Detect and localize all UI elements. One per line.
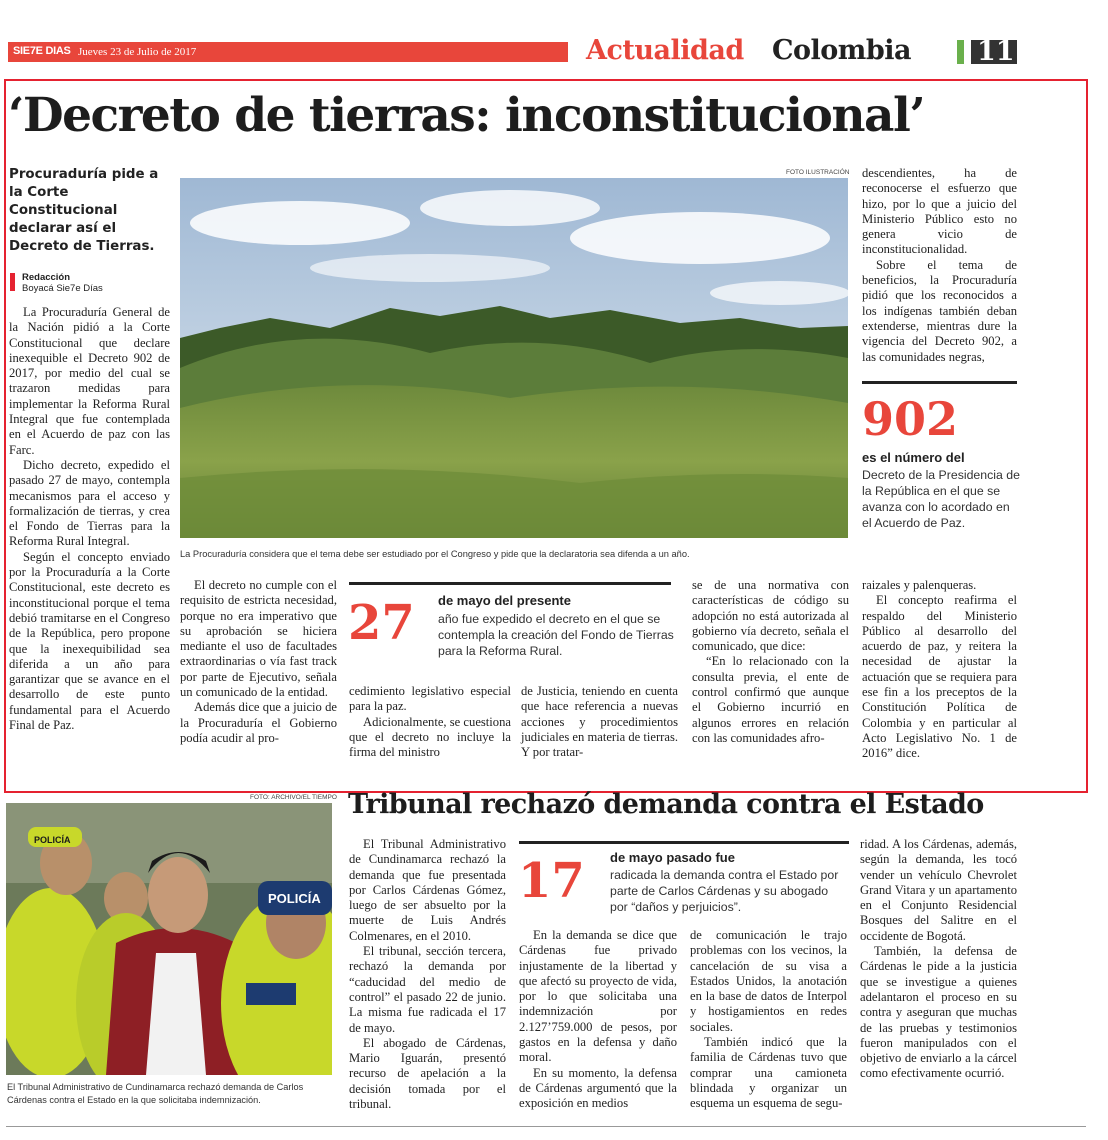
fact-heading-17: de mayo pasado fue: [610, 850, 735, 865]
article-column-4: [860, 837, 1017, 1082]
article-column-3: [690, 928, 847, 1112]
photo-caption: La Procuraduría considera que el tema debe ser estudiado por el Congreso y pide que la declaratoria sea difenda a un año.: [180, 549, 690, 559]
article-summary: Procuraduría pide a la Corte Constitucional declarar así el Decreto de Tierras.: [9, 167, 159, 254]
byline-name: Boyacá Sie7e Días: [22, 283, 103, 294]
article-column-6-bottom: [862, 578, 1017, 762]
paragraph: La Procuraduría General de la Nación pidió a la Corte Constitucional que declare inexequible el Decreto 902 de 2017, por medio del cual se trazaron medidas para implementar la Reforma Rural Integral que fue contemplada en el Acuerdo de paz con las Farc.: [9, 305, 170, 457]
article-column-5: [692, 578, 849, 746]
fact-text-902: Decreto de la Presidencia de la República en el que se avanza con lo acordado en el Acuerdo de Paz.: [862, 468, 1020, 530]
article-column-1: [9, 305, 170, 733]
paragraph: se de una normativa con características de código su adopción no está autorizada al gobierno vía decreto, señala el comunicado, que dice:: [692, 578, 849, 654]
paragraph: de Justicia, teniendo en cuenta que hace referencia a nuevas acciones y procedimientos judiciales en materia de tierras. Y por tratar-: [521, 684, 678, 760]
fact-text-27: año fue expedido el decreto en el que se contempla la creación del Fondo de Tierras para la Reforma Rural.: [438, 612, 674, 658]
paragraph: El decreto no cumple con el requisito de estricta necesidad, porque no era imperativo que su aprobación se hiciera mediante el uso de facultades extraordinarias o vía fast track por parte de Ejecutivo, señala un comunicado de la entidad.: [180, 578, 337, 700]
arrest-image: [6, 803, 332, 1075]
fact-box-rule: [519, 841, 849, 844]
page-bottom-rule: [6, 1126, 1086, 1127]
vest-label-text: POLICÍA: [268, 891, 321, 906]
fact-text-17: radicada la demanda contra el Estado por parte de Carlos Cárdenas y su abogado por “daños y perjuicios”.: [610, 868, 839, 914]
paragraph: En la demanda se dice que Cárdenas fue privado injustamente de la libertad y que afectó su proyecto de vida, por lo que solicitaba una indemnización por 2.127’759.000 de pesos, por gastos en la defensa y daño moral.: [519, 928, 677, 1065]
paragraph: cedimiento legislativo especial para la paz.: [349, 684, 511, 714]
page-number-marker: [957, 40, 964, 64]
paragraph: Sobre el tema de beneficios, la Procuraduría pidió que los reconocidos a los indígenas también deban extenderse, mientras dure la vigencia del Decreto 902, a las comunidades negras,: [862, 257, 1017, 364]
grassland-hills-image: [180, 178, 848, 538]
paragraph: ridad. A los Cárdenas, además, según la demanda, les tocó vender un vehículo Chevrolet Grand Vitara y un apartamento en el Conjunto Residencial Bosques del Salitre en el occidente de Bogotá.: [860, 837, 1017, 943]
vest-label-text: POLICÍA: [34, 835, 71, 845]
fact-heading-27: de mayo del presente: [438, 593, 571, 608]
paragraph: El concepto reafirma el respaldo del Ministerio Público al desarrollo del acuerdo de paz, y reitera la necesidad de ajustar la actuación que se requiera para ese fin a los preceptos de la Constitución Política de Colombia y en particular al Acto Legislativo No. 1 de 2016” dice.: [862, 593, 1017, 761]
paragraph: El Tribunal Administrativo de Cundinamarca rechazó la demanda que fue presentada por Carlos Cárdenas Gómez, luego de ser absuelto por la muerte de Luis Andrés Colmenares, en el 2010.: [349, 837, 506, 943]
article-column-6-top: [862, 166, 1017, 365]
section-title-colombia: Colombia: [772, 35, 911, 66]
paragraph: El abogado de Cárdenas, Mario Iguarán, presentó recurso de apelación a la decisión tomada por el tribunal.: [349, 1035, 506, 1112]
fact-number-27: 27: [348, 595, 415, 651]
newspaper-name: SIE7E DIAS: [13, 45, 71, 57]
article-headline: Tribunal rechazó demanda contra el Estado: [348, 789, 984, 820]
paragraph: raizales y palenqueras.: [862, 578, 977, 592]
fact-box-rule: [862, 381, 1017, 384]
article-column-4: [521, 684, 678, 760]
fact-number-902: 902: [862, 392, 959, 446]
paragraph: Dicho decreto, expedido el pasado 27 de mayo, contempla mecanismos para el acceso y formalización de tierras, y crea el Fondo de Tierras para la Reforma Rural Integral.: [9, 457, 170, 549]
article-headline: ‘Decreto de tierras: inconstitucional’: [8, 88, 925, 143]
landscape-photo: [180, 178, 848, 538]
paragraph: También indicó que la familia de Cárdenas tuvo que comprar una camioneta blindada y organizar un esquema un esquema de segu-: [690, 1035, 847, 1111]
paragraph: “En lo relacionado con la consulta previa, el ente de control confirmó que aunque el Gobierno incurrió en algunos errores en relación con las comunidades afro-: [692, 654, 849, 745]
article-column-2: [180, 578, 337, 746]
photo-caption: El Tribunal Administrativo de Cundinamarca rechazó demanda de Carlos Cárdenas contra el Estado en la que solicitaba indemnización.: [7, 1082, 304, 1105]
fact-heading-902: es el número del: [862, 450, 965, 465]
paragraph: Además dice que a juicio de la Procuraduría el Gobierno podía acudir al pro-: [180, 700, 337, 745]
photo-credit: FOTO: ARCHIVO/EL TIEMPO: [250, 794, 337, 801]
section-title-actualidad: Actualidad: [586, 35, 744, 66]
article-column-2: [519, 928, 677, 1112]
issue-date: Jueves 23 de Julio de 2017: [78, 46, 197, 58]
byline-marker: [10, 273, 15, 291]
page-number: 11: [977, 36, 1015, 67]
paragraph: Adicionalmente, se cuestiona que el decreto no incluye la firma del ministro: [349, 714, 511, 760]
fact-box-rule: [349, 582, 671, 585]
article-column-3: [349, 684, 511, 760]
police-photo: [6, 803, 332, 1075]
fact-number-17: 17: [518, 853, 585, 909]
paragraph: descendientes, ha de reconocerse el esfuerzo que hizo, por lo que a juicio del Ministerio Público esto no genera vicio de inconstitucionalidad.: [862, 166, 1017, 257]
paragraph: de comunicación le trajo problemas con los vecinos, la cancelación de su visa a Estados Unidos, la anotación en la base de datos de Interpol y hostigamientos en redes sociales.: [690, 928, 847, 1034]
byline-label: Redacción: [22, 272, 71, 283]
photo-credit: FOTO ILUSTRACIÓN: [786, 169, 850, 176]
paragraph: El tribunal, sección tercera, rechazó la demanda por “caducidad del medio de control” el pasado 22 de junio. La misma fue radicada el 17 de mayo.: [349, 944, 506, 1035]
paragraph: En su momento, la defensa de Cárdenas argumentó que la exposición en medios: [519, 1065, 677, 1111]
paragraph: También, la defensa de Cárdenas le pide a la justicia que se investigue a quienes adelantaron el proceso en su contra y aseguran que muchas de las pruebas y testimonios fueron manipulados con el objetivo de enviarlo a la cárcel como efectivamente ocurrió.: [860, 944, 1017, 1081]
article-column-1: [349, 837, 506, 1112]
paragraph: Según el concepto enviado por la Procuraduría a la Corte Constitucional, este decreto es inconstitucional porque el tema debió tramitarse en el Congreso de la República, pero propone que la inexequibilidad sea diferida a un año para garantizar que se avance en el desarrollo de este punto fundamental para el Acuerdo Final de Paz.: [9, 549, 170, 733]
